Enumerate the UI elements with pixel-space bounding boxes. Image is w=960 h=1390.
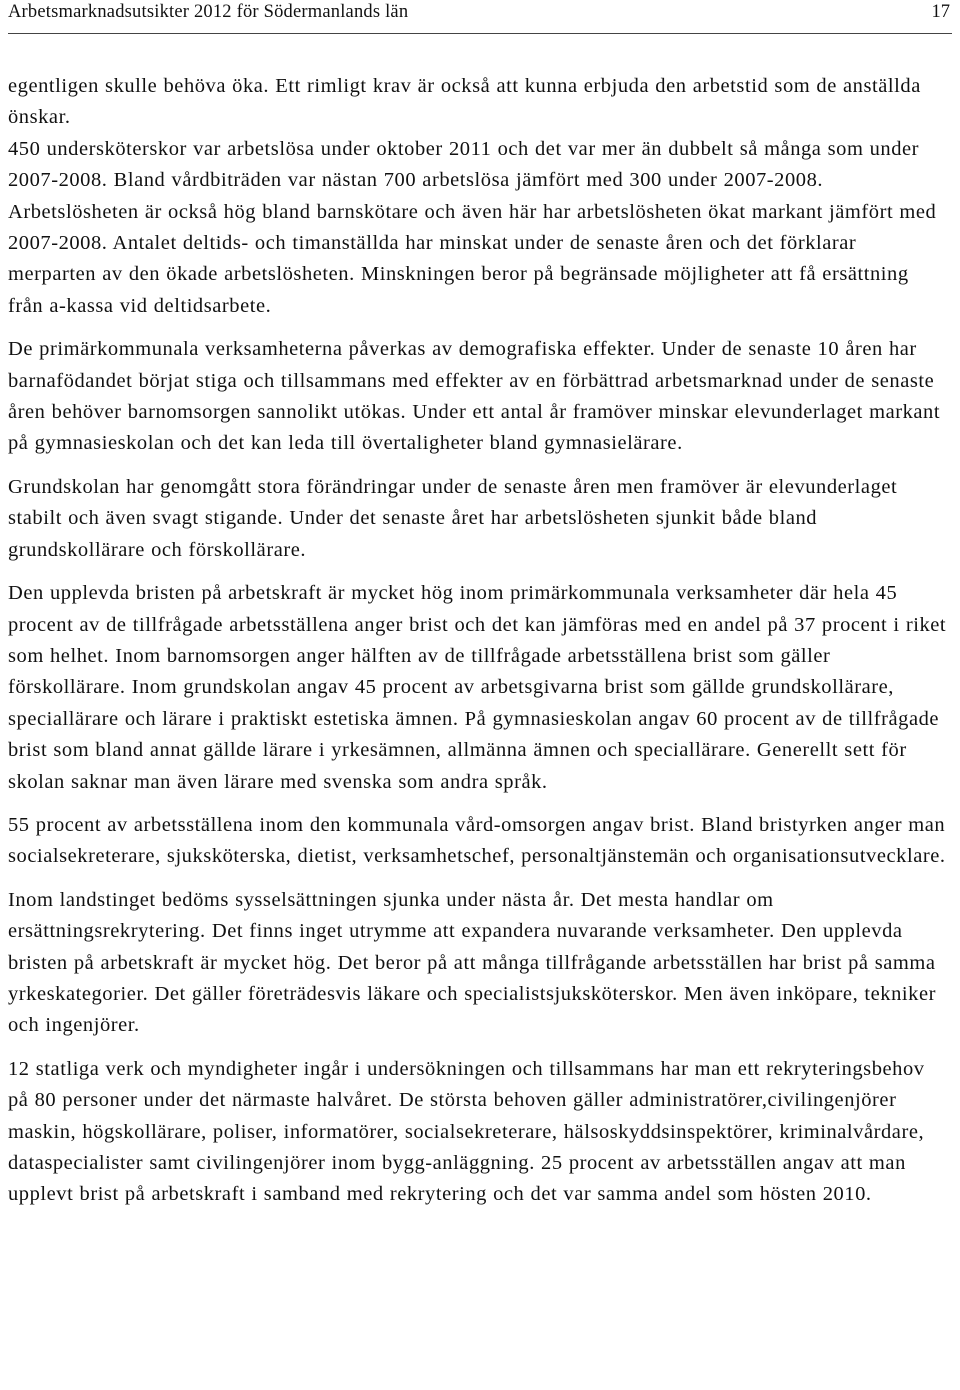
paragraph-county-council: Inom landstinget bedöms sysselsättningen sjunka under nästa år. Det mesta handlar om ersättningsrekrytering. Det finns inget utrymme att expandera nuvarande verksamheter. Den upplevda bristen på arbetskraft är mycket hög. Det beror på att många tillfrågande arbetsställen har brist på samma yrkeskategorier. Det gäller företrädesvis läkare och specialistsjuksköterskor. Men även inköpare, tekniker och ingenjörer.: [8, 888, 936, 1037]
page-header: [8, 0, 952, 34]
paragraph-continuation: egentligen skulle behöva öka. Ett rimligt krav är också att kunna erbjuda den arbetstid som de anställda önskar.: [8, 75, 921, 129]
document-title: Arbetsmarknadsutsikter 2012 för Södermanlands län: [8, 2, 409, 22]
paragraph-assistant-nurses: 450 undersköterskor var arbetslösa under oktober 2011 och det var mer än dubbelt så många som under 2007-2008. Bland vårdbiträden var nästan 700 arbetslösa jämfört med 300 under 2007-2008. Arbetslösheten är också hög bland barnskötare och även här har arbetslösheten ökat markant jämfört med 2007-2008. Antalet deltids- och timanställda har minskat under de senaste åren och det förklarar merparten av den ökade arbetslösheten. Minskningen beror på begränsade möjligheter att få ersättning från a-kassa vid deltidsarbete.: [8, 137, 937, 317]
paragraph-municipal-demographics: De primärkommunala verksamheterna påverkas av demografiska effekter. Under de senaste 10 åren har barnafödandet börjat stiga och tillsammans med effekter av en förbättrad arbetsmarknad under de senaste åren behöver barnomsorgen sannolikt utökas. Under ett antal år framöver minskar elevunderlaget markant på gymnasieskolan och det kan leda till övertaligheter bland gymnasielärare.: [8, 338, 941, 455]
body-text: [8, 71, 948, 1223]
paragraph-care-shortage: 55 procent av arbetsställena inom den kommunala vård-omsorgen angav brist. Bland bristyrken anger man socialsekreterare, sjuksköterska, dietist, verksamhetschef, personaltjänstemän och organisationsutvecklare.: [8, 813, 946, 868]
paragraph-labour-shortage: Den upplevda bristen på arbetskraft är mycket hög inom primärkommunala verksamheter där hela 45 procent av de tillfrågade arbetsställena anger brist och det kan jämföras med en andel på 37 procent i riket som helhet. Inom barnomsorgen anger hälften av de tillfrågade arbetsställena brist som gäller förskollärare. Inom grundskolan angav 45 procent av arbetsgivarna brist som gällde grundskollärare, speciallärare och lärare i praktiskt estetiska ämnen. På gymnasieskolan angav 60 procent av de tillfrågade brist som bland annat gällde lärare i yrkesämnen, allmänna ämnen och speciallärare. Generellt sett för skolan saknar man även lärare med svenska som andra språk.: [8, 582, 947, 793]
paragraph-state-agencies: 12 statliga verk och myndigheter ingår i undersökningen och tillsammans har man ett rekryteringsbehov på 80 personer under det närmaste halvåret. De största behoven gäller administratörer,civilingenjörer maskin, högskollärare, poliser, informatörer, socialsekreterare, hälsoskyddsinspektörer, kriminalvårdare, dataspecialister samt civilingenjörer inom bygg-anläggning. 25 procent av arbetsställen angav att man upplevt brist på arbetskraft i samband med rekrytering och det var samma andel som hösten 2010.: [8, 1057, 925, 1206]
paragraph-primary-school: Grundskolan har genomgått stora förändringar under de senaste åren men framöver är elevunderlaget stabilt och även svagt stigande. Under det senaste året har arbetslösheten sjunkit både bland grundskollärare och förskollärare.: [8, 475, 898, 561]
page-number: 17: [931, 2, 950, 22]
